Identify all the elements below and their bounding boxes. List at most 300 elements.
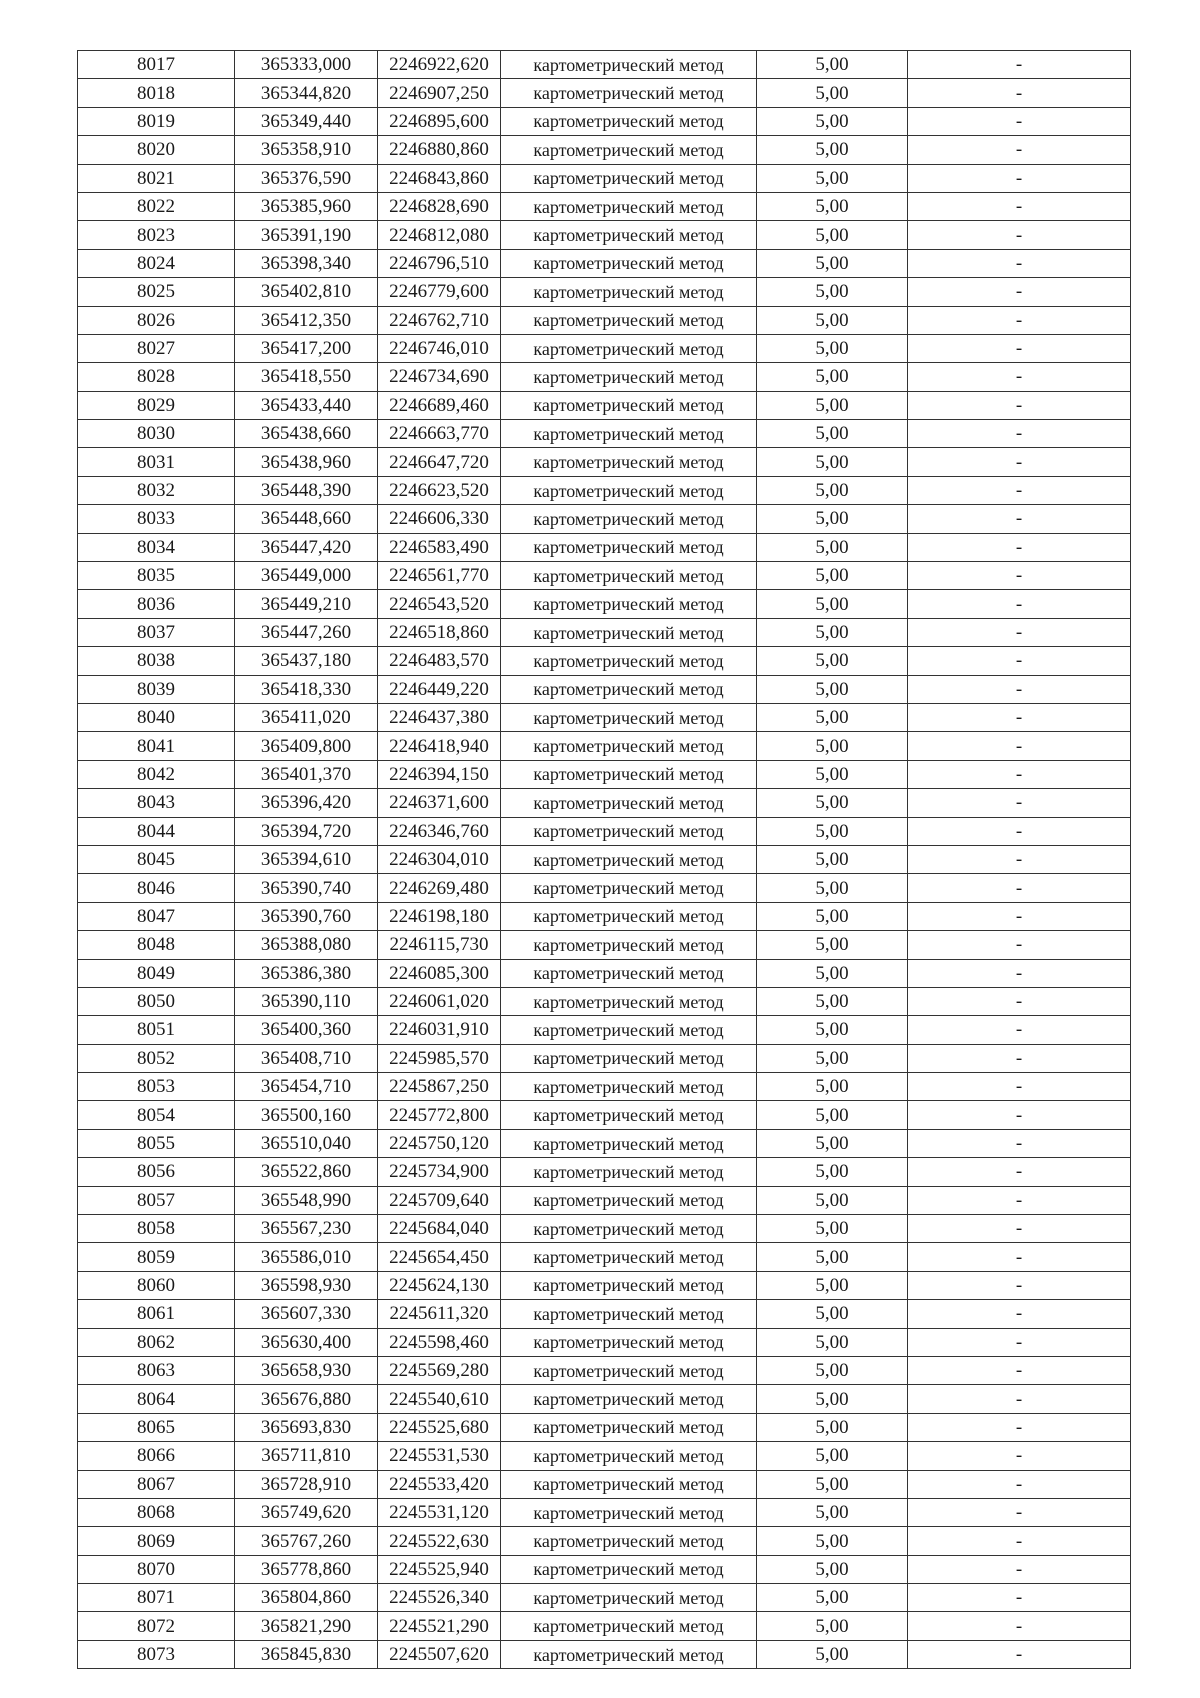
cell-method: картометрический метод: [501, 1442, 757, 1470]
cell-point-number: 8048: [78, 931, 235, 959]
cell-point-number: 8023: [78, 221, 235, 249]
cell-coord-x: 365821,290: [235, 1612, 378, 1640]
cell-coord-y: 2246762,710: [378, 306, 501, 334]
cell-point-number: 8058: [78, 1215, 235, 1243]
cell-note: -: [908, 1158, 1131, 1186]
cell-coord-x: 365401,370: [235, 760, 378, 788]
cell-note: -: [908, 1442, 1131, 1470]
cell-coord-y: 2246734,690: [378, 363, 501, 391]
table-body: [78, 51, 1131, 1669]
cell-note: -: [908, 647, 1131, 675]
cell-coord-y: 2246779,600: [378, 278, 501, 306]
cell-accuracy: 5,00: [757, 618, 908, 646]
cell-coord-y: 2245525,680: [378, 1413, 501, 1441]
cell-note: -: [908, 1612, 1131, 1640]
cell-method: картометрический метод: [501, 931, 757, 959]
cell-point-number: 8073: [78, 1640, 235, 1668]
table-row: [78, 987, 1131, 1015]
cell-coord-x: 365394,720: [235, 817, 378, 845]
cell-note: -: [908, 618, 1131, 646]
cell-accuracy: 5,00: [757, 760, 908, 788]
cell-note: -: [908, 817, 1131, 845]
table-row: [78, 278, 1131, 306]
cell-point-number: 8067: [78, 1470, 235, 1498]
cell-method: картометрический метод: [501, 278, 757, 306]
cell-coord-x: 365408,710: [235, 1044, 378, 1072]
table-row: [78, 164, 1131, 192]
cell-method: картометрический метод: [501, 1215, 757, 1243]
cell-note: -: [908, 1271, 1131, 1299]
cell-method: картометрический метод: [501, 192, 757, 220]
cell-point-number: 8068: [78, 1498, 235, 1526]
table-row: [78, 902, 1131, 930]
cell-point-number: 8059: [78, 1243, 235, 1271]
cell-accuracy: 5,00: [757, 192, 908, 220]
cell-coord-y: 2245522,630: [378, 1527, 501, 1555]
cell-note: -: [908, 249, 1131, 277]
cell-coord-y: 2245772,800: [378, 1101, 501, 1129]
table-row: [78, 1016, 1131, 1044]
cell-coord-x: 365522,860: [235, 1158, 378, 1186]
cell-accuracy: 5,00: [757, 249, 908, 277]
table-row: [78, 505, 1131, 533]
cell-point-number: 8050: [78, 987, 235, 1015]
cell-method: картометрический метод: [501, 1470, 757, 1498]
cell-method: картометрический метод: [501, 1498, 757, 1526]
table-row: [78, 1215, 1131, 1243]
cell-coord-x: 365418,330: [235, 675, 378, 703]
cell-coord-y: 2245540,610: [378, 1385, 501, 1413]
table-row: [78, 1413, 1131, 1441]
cell-point-number: 8072: [78, 1612, 235, 1640]
cell-coord-x: 365598,930: [235, 1271, 378, 1299]
cell-coord-x: 365398,340: [235, 249, 378, 277]
cell-coord-x: 365386,380: [235, 959, 378, 987]
cell-method: картометрический метод: [501, 1356, 757, 1384]
cell-coord-y: 2246880,860: [378, 136, 501, 164]
table-row: [78, 533, 1131, 561]
cell-point-number: 8018: [78, 79, 235, 107]
cell-note: -: [908, 1073, 1131, 1101]
table-row: [78, 391, 1131, 419]
cell-point-number: 8044: [78, 817, 235, 845]
cell-coord-y: 2246418,940: [378, 732, 501, 760]
table-row: [78, 1271, 1131, 1299]
cell-note: -: [908, 675, 1131, 703]
cell-point-number: 8030: [78, 420, 235, 448]
cell-method: картометрический метод: [501, 1584, 757, 1612]
cell-accuracy: 5,00: [757, 931, 908, 959]
table-row: [78, 107, 1131, 135]
cell-method: картометрический метод: [501, 1129, 757, 1157]
cell-point-number: 8024: [78, 249, 235, 277]
cell-accuracy: 5,00: [757, 1016, 908, 1044]
cell-coord-y: 2246689,460: [378, 391, 501, 419]
cell-coord-x: 365586,010: [235, 1243, 378, 1271]
cell-coord-y: 2245598,460: [378, 1328, 501, 1356]
cell-coord-y: 2246663,770: [378, 420, 501, 448]
cell-accuracy: 5,00: [757, 107, 908, 135]
cell-coord-y: 2246198,180: [378, 902, 501, 930]
cell-coord-x: 365447,420: [235, 533, 378, 561]
cell-method: картометрический метод: [501, 845, 757, 873]
cell-accuracy: 5,00: [757, 562, 908, 590]
cell-note: -: [908, 306, 1131, 334]
cell-point-number: 8036: [78, 590, 235, 618]
document-page: [77, 50, 1130, 1669]
cell-point-number: 8028: [78, 363, 235, 391]
cell-accuracy: 5,00: [757, 1243, 908, 1271]
cell-point-number: 8027: [78, 334, 235, 362]
cell-coord-x: 365396,420: [235, 789, 378, 817]
cell-coord-x: 365391,190: [235, 221, 378, 249]
table-row: [78, 249, 1131, 277]
cell-accuracy: 5,00: [757, 1044, 908, 1072]
table-row: [78, 732, 1131, 760]
cell-accuracy: 5,00: [757, 505, 908, 533]
cell-coord-y: 2245525,940: [378, 1555, 501, 1583]
cell-accuracy: 5,00: [757, 675, 908, 703]
cell-method: картометрический метод: [501, 1385, 757, 1413]
cell-point-number: 8049: [78, 959, 235, 987]
cell-coord-x: 365400,360: [235, 1016, 378, 1044]
cell-coord-x: 365510,040: [235, 1129, 378, 1157]
cell-note: -: [908, 1016, 1131, 1044]
table-row: [78, 1328, 1131, 1356]
cell-accuracy: 5,00: [757, 987, 908, 1015]
cell-point-number: 8042: [78, 760, 235, 788]
cell-method: картометрический метод: [501, 306, 757, 334]
cell-point-number: 8026: [78, 306, 235, 334]
cell-coord-y: 2245867,250: [378, 1073, 501, 1101]
cell-point-number: 8031: [78, 448, 235, 476]
cell-method: картометрический метод: [501, 51, 757, 79]
cell-coord-y: 2245569,280: [378, 1356, 501, 1384]
cell-coord-x: 365448,660: [235, 505, 378, 533]
cell-method: картометрический метод: [501, 647, 757, 675]
cell-note: -: [908, 107, 1131, 135]
cell-coord-y: 2245750,120: [378, 1129, 501, 1157]
cell-accuracy: 5,00: [757, 476, 908, 504]
cell-coord-x: 365409,800: [235, 732, 378, 760]
table-row: [78, 1612, 1131, 1640]
cell-accuracy: 5,00: [757, 420, 908, 448]
cell-coord-y: 2246812,080: [378, 221, 501, 249]
cell-coord-x: 365448,390: [235, 476, 378, 504]
cell-note: -: [908, 1186, 1131, 1214]
cell-note: -: [908, 1356, 1131, 1384]
cell-note: -: [908, 448, 1131, 476]
cell-coord-y: 2245624,130: [378, 1271, 501, 1299]
table-row: [78, 1356, 1131, 1384]
cell-point-number: 8021: [78, 164, 235, 192]
cell-point-number: 8070: [78, 1555, 235, 1583]
cell-note: -: [908, 874, 1131, 902]
table-row: [78, 590, 1131, 618]
cell-coord-x: 365438,960: [235, 448, 378, 476]
cell-coord-y: 2246843,860: [378, 164, 501, 192]
cell-point-number: 8025: [78, 278, 235, 306]
cell-note: -: [908, 1243, 1131, 1271]
cell-point-number: 8041: [78, 732, 235, 760]
cell-method: картометрический метод: [501, 959, 757, 987]
cell-coord-x: 365418,550: [235, 363, 378, 391]
table-row: [78, 618, 1131, 646]
table-row: [78, 1442, 1131, 1470]
table-row: [78, 1640, 1131, 1668]
cell-coord-y: 2246828,690: [378, 192, 501, 220]
cell-note: -: [908, 845, 1131, 873]
cell-coord-y: 2246922,620: [378, 51, 501, 79]
cell-note: -: [908, 51, 1131, 79]
cell-method: картометрический метод: [501, 136, 757, 164]
cell-method: картометрический метод: [501, 1016, 757, 1044]
cell-point-number: 8062: [78, 1328, 235, 1356]
cell-accuracy: 5,00: [757, 902, 908, 930]
cell-coord-y: 2246085,300: [378, 959, 501, 987]
cell-note: -: [908, 987, 1131, 1015]
cell-coord-x: 365433,440: [235, 391, 378, 419]
cell-coord-x: 365349,440: [235, 107, 378, 135]
table-row: [78, 79, 1131, 107]
cell-method: картометрический метод: [501, 732, 757, 760]
cell-accuracy: 5,00: [757, 789, 908, 817]
cell-coord-x: 365344,820: [235, 79, 378, 107]
table-row: [78, 817, 1131, 845]
cell-accuracy: 5,00: [757, 363, 908, 391]
cell-note: -: [908, 1044, 1131, 1072]
cell-accuracy: 5,00: [757, 1158, 908, 1186]
cell-accuracy: 5,00: [757, 1413, 908, 1441]
cell-note: -: [908, 902, 1131, 930]
cell-coord-x: 365447,260: [235, 618, 378, 646]
cell-point-number: 8051: [78, 1016, 235, 1044]
cell-point-number: 8047: [78, 902, 235, 930]
cell-method: картометрический метод: [501, 902, 757, 930]
cell-method: картометрический метод: [501, 1413, 757, 1441]
cell-coord-x: 365749,620: [235, 1498, 378, 1526]
cell-note: -: [908, 562, 1131, 590]
cell-note: -: [908, 1413, 1131, 1441]
cell-note: -: [908, 192, 1131, 220]
cell-point-number: 8060: [78, 1271, 235, 1299]
cell-coord-x: 365417,200: [235, 334, 378, 362]
cell-coord-y: 2246606,330: [378, 505, 501, 533]
cell-note: -: [908, 1555, 1131, 1583]
cell-note: -: [908, 278, 1131, 306]
cell-point-number: 8043: [78, 789, 235, 817]
cell-coord-y: 2246518,860: [378, 618, 501, 646]
table-row: [78, 959, 1131, 987]
table-row: [78, 789, 1131, 817]
cell-coord-y: 2246907,250: [378, 79, 501, 107]
cell-method: картометрический метод: [501, 562, 757, 590]
cell-accuracy: 5,00: [757, 221, 908, 249]
cell-accuracy: 5,00: [757, 590, 908, 618]
cell-note: -: [908, 1470, 1131, 1498]
table-row: [78, 1527, 1131, 1555]
cell-note: -: [908, 1584, 1131, 1612]
table-row: [78, 1186, 1131, 1214]
cell-method: картометрический метод: [501, 249, 757, 277]
cell-method: картометрический метод: [501, 1328, 757, 1356]
cell-accuracy: 5,00: [757, 1129, 908, 1157]
table-row: [78, 703, 1131, 731]
cell-coord-y: 2246543,520: [378, 590, 501, 618]
cell-point-number: 8056: [78, 1158, 235, 1186]
cell-method: картометрический метод: [501, 476, 757, 504]
cell-accuracy: 5,00: [757, 703, 908, 731]
cell-accuracy: 5,00: [757, 334, 908, 362]
cell-coord-x: 365449,210: [235, 590, 378, 618]
cell-method: картометрический метод: [501, 1101, 757, 1129]
cell-coord-x: 365333,000: [235, 51, 378, 79]
cell-point-number: 8035: [78, 562, 235, 590]
cell-accuracy: 5,00: [757, 1612, 908, 1640]
cell-method: картометрический метод: [501, 760, 757, 788]
cell-point-number: 8038: [78, 647, 235, 675]
cell-coord-x: 365676,880: [235, 1385, 378, 1413]
cell-coord-x: 365358,910: [235, 136, 378, 164]
cell-point-number: 8061: [78, 1300, 235, 1328]
table-row: [78, 420, 1131, 448]
cell-coord-y: 2246561,770: [378, 562, 501, 590]
cell-note: -: [908, 1498, 1131, 1526]
table-row: [78, 136, 1131, 164]
cell-coord-x: 365376,590: [235, 164, 378, 192]
cell-accuracy: 5,00: [757, 1584, 908, 1612]
cell-coord-x: 365804,860: [235, 1584, 378, 1612]
table-row: [78, 363, 1131, 391]
cell-coord-y: 2246394,150: [378, 760, 501, 788]
table-row: [78, 1555, 1131, 1583]
cell-note: -: [908, 703, 1131, 731]
cell-coord-x: 365412,350: [235, 306, 378, 334]
cell-point-number: 8032: [78, 476, 235, 504]
cell-coord-y: 2246031,910: [378, 1016, 501, 1044]
table-row: [78, 1243, 1131, 1271]
cell-accuracy: 5,00: [757, 306, 908, 334]
cell-coord-x: 365711,810: [235, 1442, 378, 1470]
cell-method: картометрический метод: [501, 618, 757, 646]
cell-coord-x: 365454,710: [235, 1073, 378, 1101]
cell-coord-y: 2245684,040: [378, 1215, 501, 1243]
cell-point-number: 8017: [78, 51, 235, 79]
cell-note: -: [908, 391, 1131, 419]
cell-method: картометрический метод: [501, 1527, 757, 1555]
cell-method: картометрический метод: [501, 107, 757, 135]
cell-accuracy: 5,00: [757, 817, 908, 845]
cell-method: картометрический метод: [501, 363, 757, 391]
cell-method: картометрический метод: [501, 448, 757, 476]
table-row: [78, 647, 1131, 675]
cell-method: картометрический метод: [501, 391, 757, 419]
cell-method: картометрический метод: [501, 1271, 757, 1299]
cell-coord-x: 365778,860: [235, 1555, 378, 1583]
cell-coord-y: 2246371,600: [378, 789, 501, 817]
cell-method: картометрический метод: [501, 789, 757, 817]
table-row: [78, 1101, 1131, 1129]
cell-method: картометрический метод: [501, 533, 757, 561]
cell-point-number: 8071: [78, 1584, 235, 1612]
cell-method: картометрический метод: [501, 1300, 757, 1328]
cell-accuracy: 5,00: [757, 845, 908, 873]
cell-method: картометрический метод: [501, 675, 757, 703]
table-row: [78, 306, 1131, 334]
cell-accuracy: 5,00: [757, 1356, 908, 1384]
table-row: [78, 448, 1131, 476]
cell-coord-y: 2246269,480: [378, 874, 501, 902]
table-row: [78, 221, 1131, 249]
cell-coord-y: 2245985,570: [378, 1044, 501, 1072]
cell-point-number: 8065: [78, 1413, 235, 1441]
cell-method: картометрический метод: [501, 1640, 757, 1668]
cell-method: картометрический метод: [501, 1186, 757, 1214]
cell-point-number: 8063: [78, 1356, 235, 1384]
cell-accuracy: 5,00: [757, 79, 908, 107]
cell-coord-y: 2246061,020: [378, 987, 501, 1015]
cell-accuracy: 5,00: [757, 874, 908, 902]
table-row: [78, 1385, 1131, 1413]
cell-accuracy: 5,00: [757, 278, 908, 306]
cell-accuracy: 5,00: [757, 1215, 908, 1243]
cell-coord-x: 365500,160: [235, 1101, 378, 1129]
cell-point-number: 8046: [78, 874, 235, 902]
cell-note: -: [908, 1527, 1131, 1555]
cell-coord-x: 365385,960: [235, 192, 378, 220]
cell-method: картометрический метод: [501, 1158, 757, 1186]
cell-coord-x: 365390,760: [235, 902, 378, 930]
cell-coord-x: 365548,990: [235, 1186, 378, 1214]
cell-point-number: 8040: [78, 703, 235, 731]
table-row: [78, 562, 1131, 590]
table-row: [78, 476, 1131, 504]
cell-coord-x: 365388,080: [235, 931, 378, 959]
cell-note: -: [908, 1101, 1131, 1129]
cell-point-number: 8052: [78, 1044, 235, 1072]
cell-coord-y: 2246746,010: [378, 334, 501, 362]
cell-coord-y: 2245734,900: [378, 1158, 501, 1186]
cell-point-number: 8066: [78, 1442, 235, 1470]
cell-coord-x: 365630,400: [235, 1328, 378, 1356]
cell-method: картометрический метод: [501, 703, 757, 731]
cell-point-number: 8045: [78, 845, 235, 873]
cell-coord-y: 2246647,720: [378, 448, 501, 476]
table-row: [78, 675, 1131, 703]
cell-note: -: [908, 760, 1131, 788]
table-row: [78, 874, 1131, 902]
cell-accuracy: 5,00: [757, 732, 908, 760]
cell-accuracy: 5,00: [757, 136, 908, 164]
cell-coord-x: 365390,110: [235, 987, 378, 1015]
cell-method: картометрический метод: [501, 987, 757, 1015]
cell-coord-y: 2246623,520: [378, 476, 501, 504]
cell-accuracy: 5,00: [757, 1186, 908, 1214]
cell-accuracy: 5,00: [757, 448, 908, 476]
table-row: [78, 931, 1131, 959]
cell-coord-x: 365767,260: [235, 1527, 378, 1555]
cell-coord-y: 2245531,120: [378, 1498, 501, 1526]
cell-accuracy: 5,00: [757, 1442, 908, 1470]
cell-coord-y: 2246449,220: [378, 675, 501, 703]
cell-point-number: 8053: [78, 1073, 235, 1101]
cell-coord-x: 365438,660: [235, 420, 378, 448]
table-row: [78, 1498, 1131, 1526]
cell-note: -: [908, 164, 1131, 192]
cell-accuracy: 5,00: [757, 1073, 908, 1101]
cell-coord-x: 365402,810: [235, 278, 378, 306]
cell-accuracy: 5,00: [757, 1101, 908, 1129]
